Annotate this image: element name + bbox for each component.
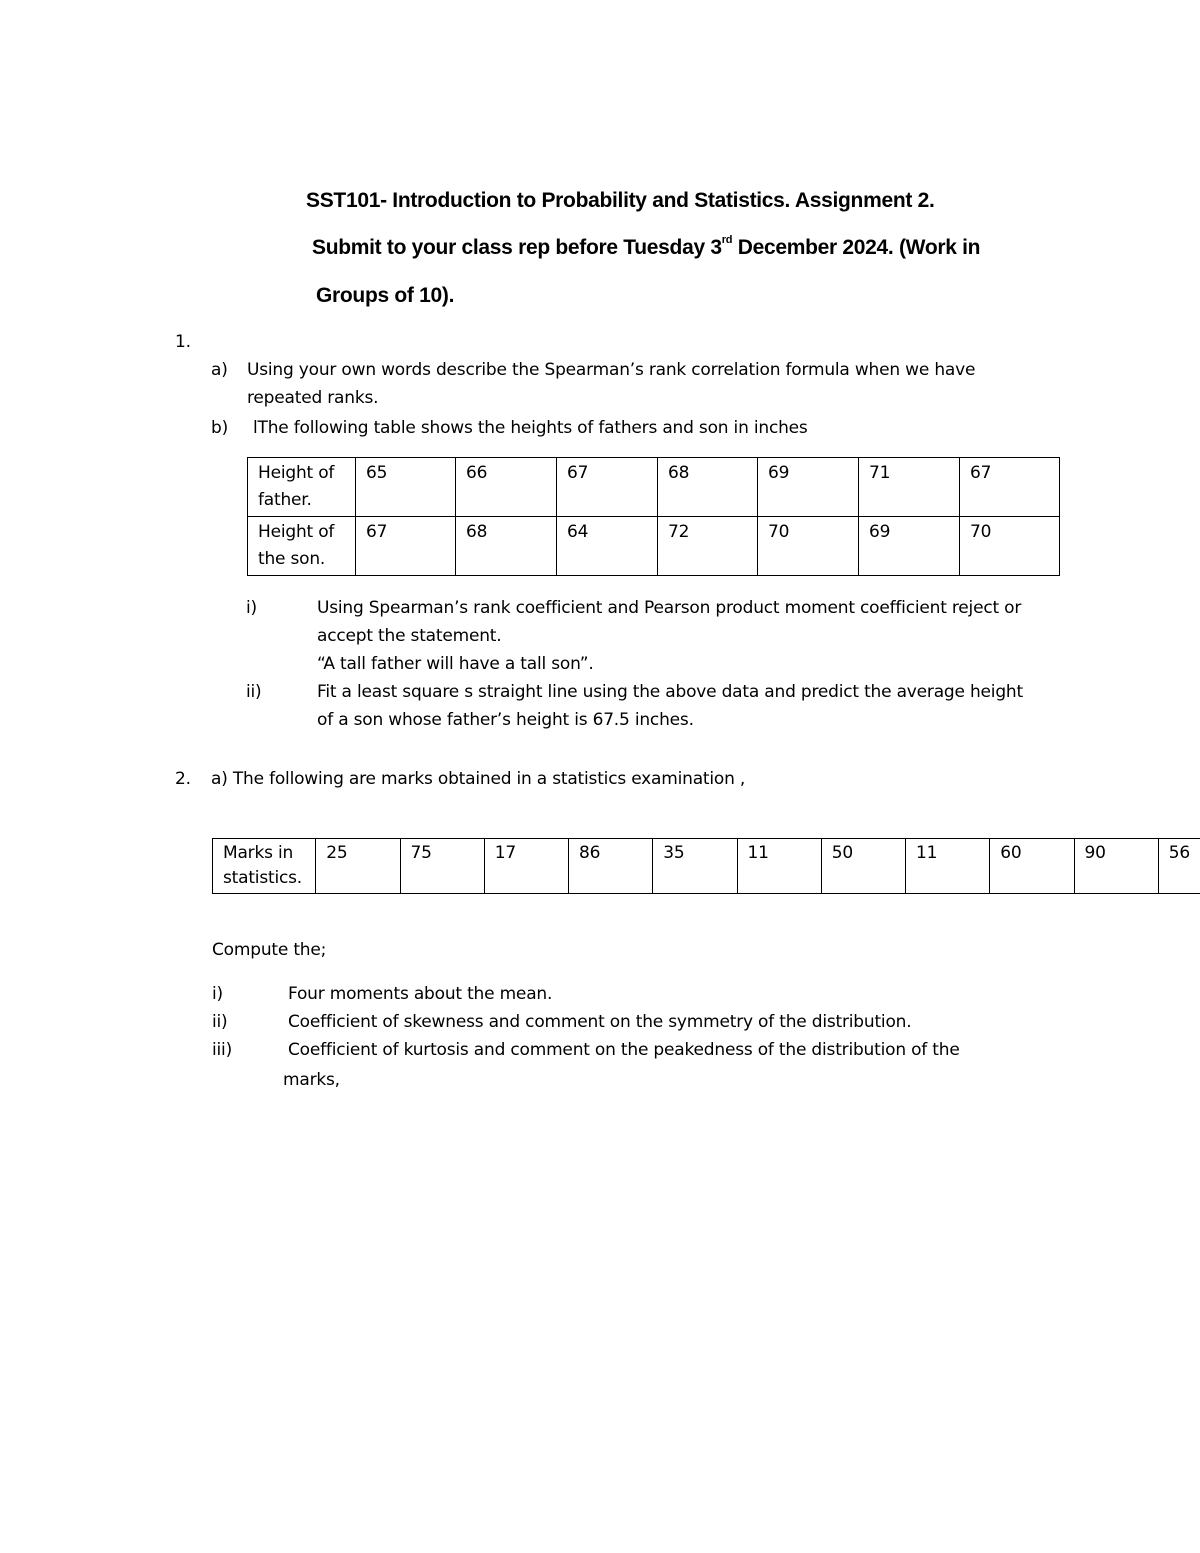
q1b-i-statement: “A tall father will have a tall son”. bbox=[317, 654, 594, 674]
q2-i-text: Four moments about the mean. bbox=[288, 984, 553, 1004]
table-row bbox=[248, 458, 1060, 517]
q2-iii-continuation: marks, bbox=[283, 1070, 340, 1090]
table-cell: 11 bbox=[906, 839, 990, 894]
row-header-son-height: Height of the son. bbox=[248, 517, 356, 576]
table-cell: 67 bbox=[356, 517, 456, 576]
table-cell: 90 bbox=[1074, 839, 1158, 894]
table-cell: 50 bbox=[821, 839, 905, 894]
q1b-label: b) bbox=[211, 418, 229, 438]
table-cell: 69 bbox=[859, 517, 960, 576]
q1b-text: lThe following table shows the heights of fathers and son in inches bbox=[253, 418, 808, 438]
table-cell: 86 bbox=[569, 839, 653, 894]
q2-iii-label: iii) bbox=[212, 1040, 233, 1060]
q1b-ii-label: ii) bbox=[246, 682, 262, 702]
date-ordinal-suffix: rd bbox=[721, 234, 733, 246]
table-cell: 35 bbox=[653, 839, 737, 894]
q1b-i-line2: accept the statement. bbox=[317, 626, 502, 646]
question-1-number: 1. bbox=[175, 332, 191, 352]
table-cell: 70 bbox=[758, 517, 859, 576]
q1a-text-line1: Using your own words describe the Spearman’s rank correlation formula when we have bbox=[247, 360, 976, 380]
table-cell: 72 bbox=[658, 517, 758, 576]
q2-ii-label: ii) bbox=[212, 1012, 228, 1032]
table-cell: 11 bbox=[737, 839, 821, 894]
table-row bbox=[213, 839, 1200, 894]
submission-instruction bbox=[312, 236, 980, 260]
heights-table bbox=[247, 457, 1060, 576]
q1b-i-line1: Using Spearman’s rank coefficient and Pearson product moment coefficient reject or bbox=[317, 598, 1022, 618]
row-header-father-height: Height of father. bbox=[248, 458, 356, 517]
q1b-ii-line1: Fit a least square s straight line using the above data and predict the average height bbox=[317, 682, 1023, 702]
q1b-ii-line2: of a son whose father’s height is 67.5 inches. bbox=[317, 710, 694, 730]
table-row bbox=[248, 517, 1060, 576]
table-cell: 60 bbox=[990, 839, 1074, 894]
q1a-text-line2: repeated ranks. bbox=[247, 388, 379, 408]
table-cell: 70 bbox=[960, 517, 1060, 576]
assignment-title: SST101- Introduction to Probability and Statistics. Assignment 2. bbox=[306, 189, 935, 212]
group-instruction: Groups of 10). bbox=[316, 284, 455, 307]
table-cell: 69 bbox=[758, 458, 859, 517]
table-cell: 67 bbox=[557, 458, 658, 517]
table-cell: 17 bbox=[484, 839, 568, 894]
table-cell: 25 bbox=[316, 839, 400, 894]
marks-table bbox=[212, 838, 1200, 894]
q2a-text: a) The following are marks obtained in a statistics examination , bbox=[211, 769, 746, 789]
row-header-marks: Marks in statistics. bbox=[213, 839, 316, 894]
q1a-label: a) bbox=[211, 360, 228, 380]
compute-heading: Compute the; bbox=[212, 940, 327, 960]
q2-iii-text: Coefficient of kurtosis and comment on the peakedness of the distribution of the bbox=[288, 1040, 960, 1060]
q2-i-label: i) bbox=[212, 984, 223, 1004]
table-cell: 65 bbox=[356, 458, 456, 517]
submission-text-end: December 2024. (Work in bbox=[732, 236, 981, 259]
table-cell: 56 bbox=[1158, 839, 1200, 894]
table-cell: 67 bbox=[960, 458, 1060, 517]
table-cell: 68 bbox=[658, 458, 758, 517]
table-cell: 66 bbox=[456, 458, 557, 517]
q2-ii-text: Coefficient of skewness and comment on the symmetry of the distribution. bbox=[288, 1012, 912, 1032]
table-cell: 68 bbox=[456, 517, 557, 576]
question-2-number: 2. bbox=[175, 769, 191, 789]
submission-text-start: Submit to your class rep before Tuesday 3 bbox=[312, 236, 722, 259]
table-cell: 75 bbox=[400, 839, 484, 894]
table-cell: 71 bbox=[859, 458, 960, 517]
q1b-i-label: i) bbox=[246, 598, 257, 618]
table-cell: 64 bbox=[557, 517, 658, 576]
